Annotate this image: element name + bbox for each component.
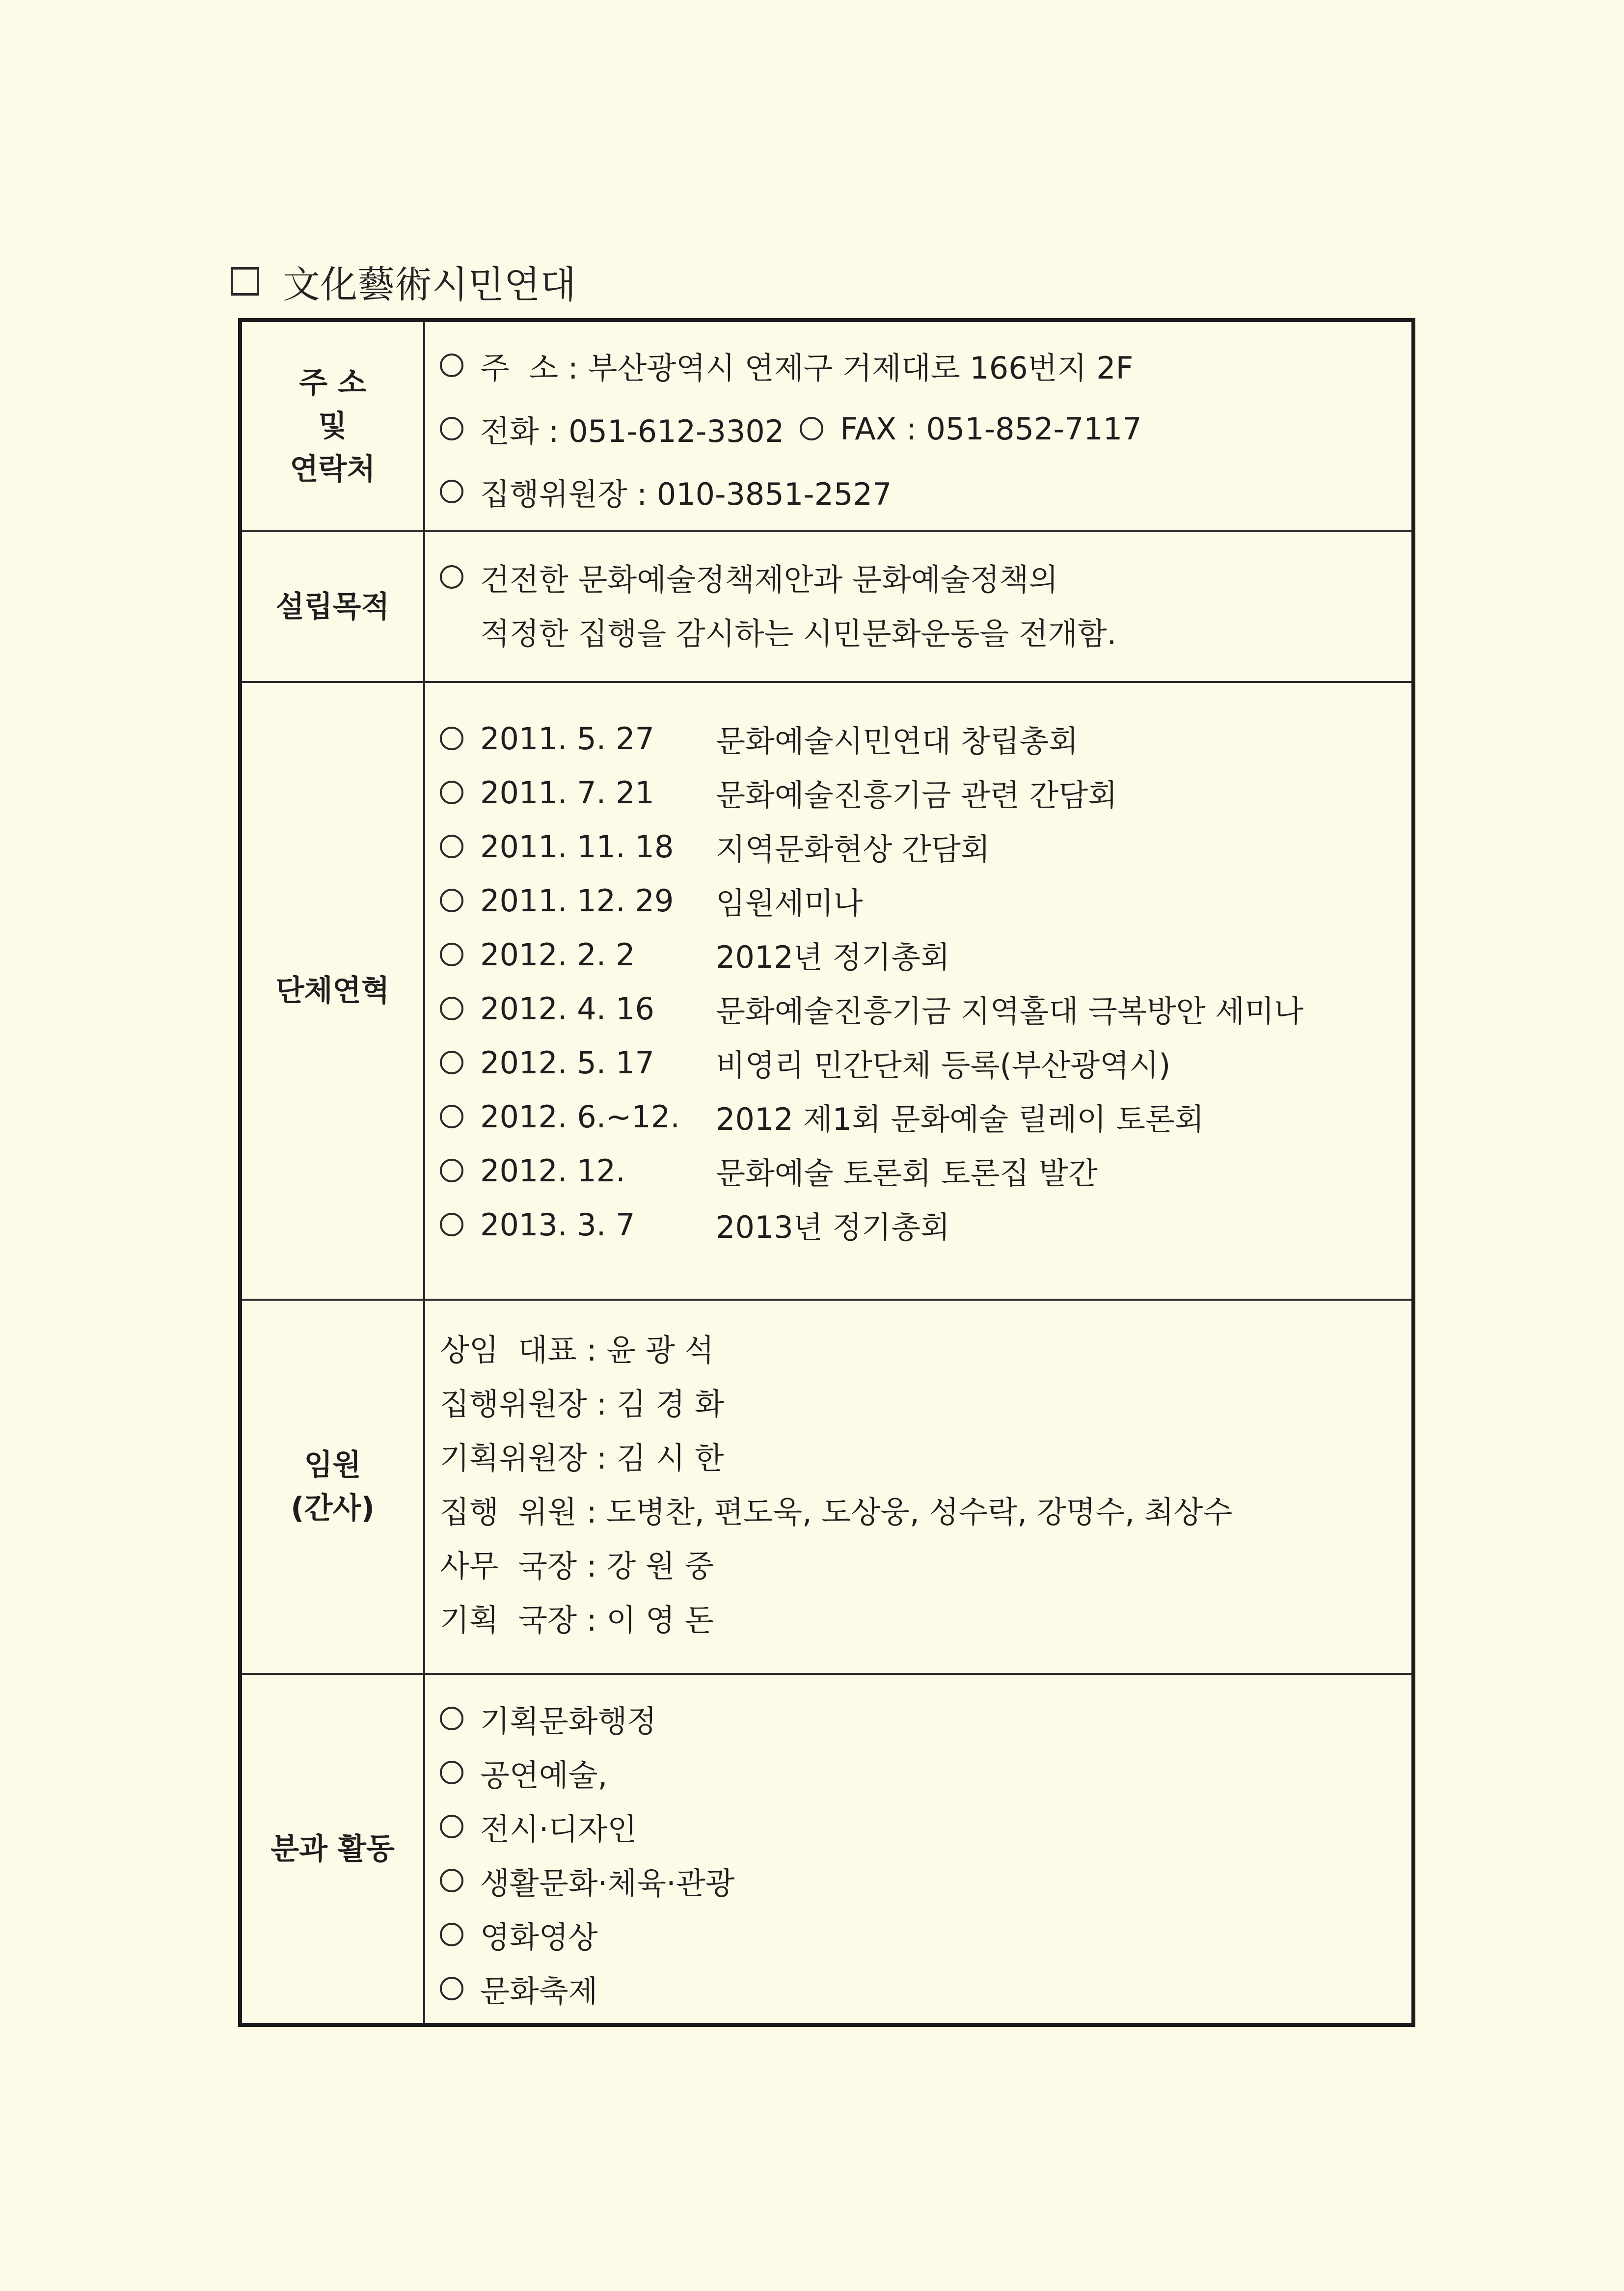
officers-content <box>425 1301 1411 1673</box>
history-content <box>425 683 1411 1299</box>
history-label: 단체연혁 <box>242 683 425 1299</box>
history-row <box>242 683 1411 1301</box>
circle-bullet-icon <box>440 565 463 589</box>
organization-info-table <box>238 318 1415 2027</box>
checkbox-square-icon <box>231 267 259 296</box>
purpose-line-1: 건전한 문화예술정책제안과 문화예술정책의 <box>440 550 1058 604</box>
circle-bullet-icon <box>440 1051 463 1074</box>
division-item: 영화영상 <box>440 1908 598 1962</box>
purpose-content <box>425 532 1411 681</box>
division-item: 생활문화·체육·관광 <box>440 1854 735 1908</box>
officer-item: 상임 대표 : 윤 광 석 <box>440 1332 714 1368</box>
circle-bullet-icon <box>440 1869 463 1892</box>
contact-label: 주 소 및 연락처 <box>242 322 425 530</box>
officer-item: 사무 국장 : 강 원 중 <box>440 1548 714 1584</box>
address-line: 주 소 : 부산광역시 연제구 거제대로 166번지 2F <box>440 338 1133 392</box>
circle-bullet-icon <box>440 1923 463 1946</box>
divisions-label: 분과 활동 <box>242 1675 425 2023</box>
phone-fax-line: 전화 : 051-612-3302 FAX : 051-852-7117 <box>440 402 1142 456</box>
divisions-row <box>242 1675 1411 2023</box>
purpose-row <box>242 532 1411 683</box>
section-heading <box>231 254 576 308</box>
circle-bullet-icon <box>440 727 463 750</box>
circle-bullet-icon <box>440 943 463 966</box>
contact-row <box>242 322 1411 532</box>
division-item: 공연예술, <box>440 1746 607 1800</box>
circle-bullet-icon <box>440 1159 463 1182</box>
circle-bullet-icon <box>440 781 463 804</box>
circle-bullet-icon <box>440 997 463 1020</box>
circle-bullet-icon <box>440 1761 463 1784</box>
history-item: 2013. 3. 7 2013년 정기총회 <box>440 1198 950 1252</box>
division-item: 전시·디자인 <box>440 1800 637 1854</box>
division-item: 문화축제 <box>440 1962 598 2016</box>
history-item: 2012. 5. 17 비영리 민간단체 등록(부산광역시) <box>440 1036 1170 1090</box>
circle-bullet-icon <box>440 889 463 912</box>
chair-phone-line: 집행위원장 : 010-3851-2527 <box>440 464 892 518</box>
purpose-line-2: 적정한 집행을 감시하는 시민문화운동을 전개함. <box>480 615 1117 652</box>
circle-bullet-icon <box>440 1707 463 1730</box>
purpose-label: 설립목적 <box>242 532 425 681</box>
history-item: 2011. 12. 29 임원세미나 <box>440 873 863 927</box>
officers-row <box>242 1301 1411 1675</box>
officer-item: 기획 국장 : 이 영 돈 <box>440 1602 714 1638</box>
circle-bullet-icon <box>440 480 463 503</box>
history-item: 2011. 7. 21 문화예술진흥기금 관련 간담회 <box>440 765 1117 819</box>
history-item: 2012. 6.~12. 2012 제1회 문화예술 릴레이 토론회 <box>440 1090 1204 1144</box>
organization-title: 文化藝術시민연대 <box>283 262 576 306</box>
circle-bullet-icon <box>440 835 463 858</box>
circle-bullet-icon <box>440 1105 463 1128</box>
circle-bullet-icon <box>440 354 463 377</box>
division-item: 기획문화행정 <box>440 1691 656 1746</box>
officer-item: 집행 위원 : 도병찬, 편도욱, 도상웅, 성수락, 강명수, 최상수 <box>440 1494 1233 1530</box>
circle-bullet-icon <box>440 1213 463 1236</box>
divisions-content <box>425 1675 1411 2023</box>
circle-bullet-icon <box>800 417 823 440</box>
history-item: 2011. 11. 18 지역문화현상 간담회 <box>440 819 990 873</box>
circle-bullet-icon <box>440 417 463 440</box>
history-item: 2011. 5. 27 문화예술시민연대 창립총회 <box>440 711 1078 765</box>
history-item: 2012. 4. 16 문화예술진흥기금 지역홀대 극복방안 세미나 <box>440 982 1303 1036</box>
officer-item: 기획위원장 : 김 시 한 <box>440 1440 724 1476</box>
officer-item: 집행위원장 : 김 경 화 <box>440 1386 724 1422</box>
officers-label: 임원 (간사) <box>242 1301 425 1673</box>
contact-content <box>425 322 1411 530</box>
circle-bullet-icon <box>440 1815 463 1838</box>
circle-bullet-icon <box>440 1977 463 2000</box>
history-item: 2012. 2. 2 2012년 정기총회 <box>440 927 950 982</box>
history-item: 2012. 12. 문화예술 토론회 토론집 발간 <box>440 1144 1098 1198</box>
